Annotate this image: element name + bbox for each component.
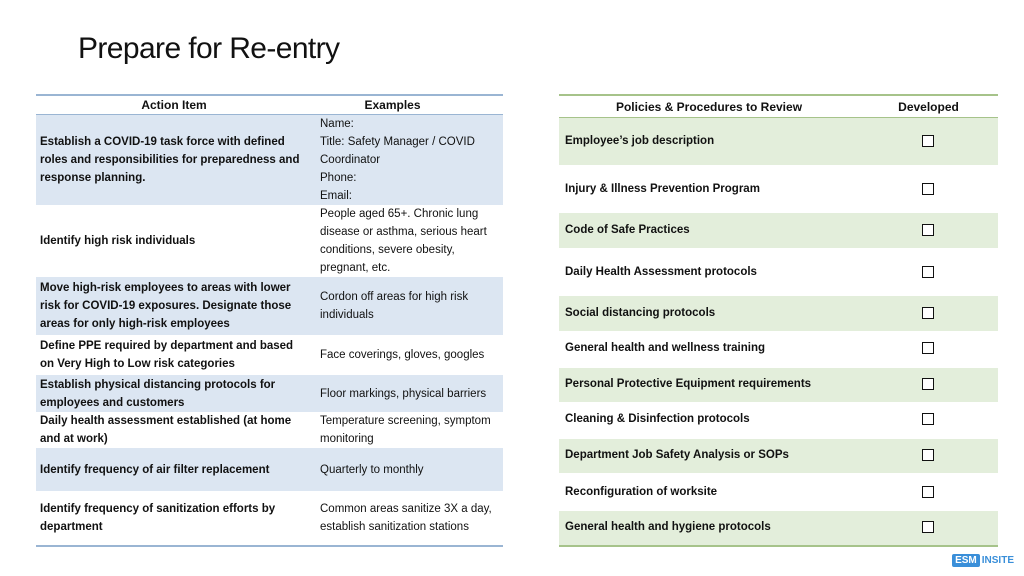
developed-cell bbox=[859, 486, 998, 511]
action-item-text: Daily health assessment established (at home and at work) bbox=[40, 415, 292, 445]
developed-checkbox[interactable] bbox=[922, 342, 934, 354]
developed-cell bbox=[859, 342, 998, 368]
logo-text: INSITE bbox=[981, 555, 1014, 566]
policy-row bbox=[559, 248, 998, 296]
policy-row bbox=[559, 331, 998, 368]
table-row bbox=[36, 205, 503, 277]
example-line: Floor markings, physical barriers bbox=[320, 387, 487, 400]
example-line: Email: bbox=[320, 190, 352, 202]
table-row bbox=[36, 448, 503, 491]
policy-label: Daily Health Assessment protocols bbox=[565, 266, 757, 278]
developed-checkbox[interactable] bbox=[922, 449, 934, 461]
policy-row bbox=[559, 439, 998, 473]
esm-insite-logo bbox=[952, 554, 1014, 567]
example-text bbox=[310, 500, 503, 536]
developed-cell bbox=[859, 307, 998, 331]
policy-row bbox=[559, 473, 998, 511]
developed-cell bbox=[859, 413, 998, 439]
example-line: Common areas sanitize 3X a day, establish sanitization stations bbox=[320, 503, 492, 533]
header-policies: Policies & Procedures to Review bbox=[615, 99, 803, 114]
page-title: Prepare for Re-entry bbox=[78, 32, 340, 65]
policy-label: Social distancing protocols bbox=[565, 307, 716, 319]
policy-row bbox=[559, 213, 998, 248]
action-item-text: Define PPE required by department and based on Very High to Low risk categories bbox=[40, 340, 294, 370]
policy-label: Code of Safe Practices bbox=[565, 224, 690, 236]
header-examples: Examples bbox=[364, 98, 421, 112]
example-text bbox=[310, 461, 503, 479]
example-line: Quarterly to monthly bbox=[320, 463, 424, 476]
table-row bbox=[36, 335, 503, 375]
policy-label: Reconfiguration of worksite bbox=[565, 486, 718, 498]
policies-table bbox=[559, 94, 998, 547]
policy-label: Injury & Illness Prevention Program bbox=[565, 183, 760, 195]
developed-checkbox[interactable] bbox=[922, 413, 934, 425]
action-item-text: Establish physical distancing protocols for employees and customers bbox=[40, 378, 276, 409]
action-item-text: Establish a COVID-19 task force with defined roles and responsibilities for preparedness and response planning. bbox=[40, 136, 300, 184]
example-text bbox=[310, 385, 503, 403]
table-header bbox=[559, 96, 998, 118]
example-text bbox=[310, 205, 503, 277]
developed-checkbox[interactable] bbox=[922, 224, 934, 236]
policy-label: Cleaning & Disinfection protocols bbox=[565, 413, 750, 425]
table-row bbox=[36, 375, 503, 412]
example-text bbox=[310, 115, 503, 205]
action-item-text: Identify frequency of sanitization efforts by department bbox=[40, 503, 276, 533]
table-row bbox=[36, 491, 503, 545]
policy-label: General health and hygiene protocols bbox=[565, 521, 771, 533]
developed-cell bbox=[859, 378, 998, 402]
action-item-text: Move high-risk employees to areas with lower risk for COVID-19 exposures. Designate those areas for only high-risk employees bbox=[40, 282, 292, 330]
example-line: Face coverings, gloves, googles bbox=[320, 349, 485, 361]
developed-cell bbox=[859, 521, 998, 545]
example-line: Cordon off areas for high risk individuals bbox=[320, 291, 469, 321]
developed-cell bbox=[859, 224, 998, 248]
example-text bbox=[310, 346, 503, 364]
logo-mark: ESM bbox=[952, 554, 980, 567]
table-row bbox=[36, 277, 503, 335]
developed-cell bbox=[859, 266, 998, 296]
table-row bbox=[36, 412, 503, 448]
action-item-text: Identify frequency of air filter replacement bbox=[40, 463, 270, 476]
developed-checkbox[interactable] bbox=[922, 135, 934, 147]
policy-row bbox=[559, 118, 998, 165]
developed-checkbox[interactable] bbox=[922, 266, 934, 278]
developed-cell bbox=[859, 135, 998, 165]
table-header bbox=[36, 96, 503, 115]
policy-row bbox=[559, 402, 998, 439]
developed-cell bbox=[859, 183, 998, 213]
example-line: People aged 65+. Chronic lung disease or asthma, serious heart conditions, severe obesity, pregnant, etc. bbox=[320, 208, 487, 274]
policy-label: Department Job Safety Analysis or SOPs bbox=[565, 449, 789, 461]
policy-label: Personal Protective Equipment requirements bbox=[565, 378, 812, 390]
header-developed: Developed bbox=[898, 99, 959, 114]
developed-cell bbox=[859, 449, 998, 473]
developed-checkbox[interactable] bbox=[922, 378, 934, 390]
policy-label: General health and wellness training bbox=[565, 342, 766, 354]
header-action-item: Action Item bbox=[141, 98, 207, 112]
policy-row bbox=[559, 368, 998, 402]
developed-checkbox[interactable] bbox=[922, 307, 934, 319]
action-item-text: Identify high risk individuals bbox=[40, 235, 196, 247]
developed-checkbox[interactable] bbox=[922, 521, 934, 533]
example-text bbox=[310, 288, 503, 324]
table-row bbox=[36, 115, 503, 205]
example-line: Phone: bbox=[320, 172, 357, 184]
developed-checkbox[interactable] bbox=[922, 183, 934, 195]
example-line: Name: bbox=[320, 118, 354, 130]
example-line: Title: Safety Manager / COVID Coordinator bbox=[320, 136, 475, 166]
policy-row bbox=[559, 165, 998, 213]
action-items-table bbox=[36, 94, 503, 547]
example-text bbox=[310, 412, 503, 448]
policy-row bbox=[559, 511, 998, 545]
policy-row bbox=[559, 296, 998, 331]
policy-label: Employee’s job description bbox=[565, 135, 715, 147]
developed-checkbox[interactable] bbox=[922, 486, 934, 498]
example-line: Temperature screening, symptom monitoring bbox=[320, 415, 491, 445]
